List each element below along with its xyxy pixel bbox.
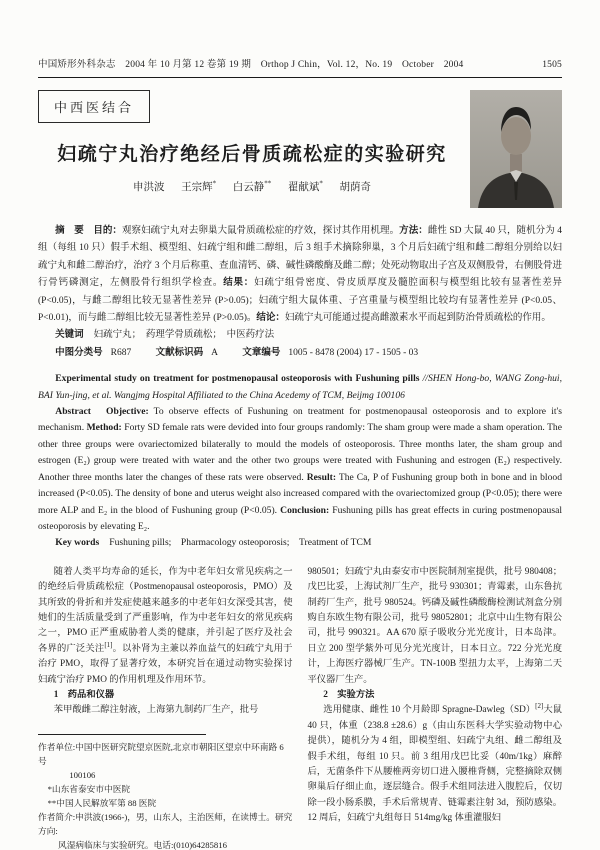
author-affiliation-mark: *: [212, 179, 217, 188]
author-name: 白云静**: [232, 179, 272, 193]
keywords-en-text: Fushuning pills; Pharmacology osteoporosis; Treatment of TCM: [109, 537, 372, 549]
abstract-en: [38, 371, 562, 535]
abstract-method-label: 方法：: [399, 226, 428, 236]
left-column: [38, 565, 293, 850]
document-code: 文献标识码 A: [155, 347, 218, 358]
footnote-rule: [38, 734, 206, 735]
methods-paragraph: 选用健康、雌性 10 个月龄即 Spragne-Dawleg（SD）[2]大鼠 40 只，体重（238.8 ±28.6）g（由山东医科大学实验动物中心提供），随机分为 4 组，即模型组、妇疏宁丸组、雌二醇组及假手术组，每组 10 只。前 3 组用戊巴比妥（40m/1kg）麻醉后，无菌条件下从腰椎两旁切口进入腰椎背侧，完整摘除双侧卵巢后仔细止血，逐层缝合。假手术组同法进入腹腔后，仅切除一段小肠系膜，手术后常规青、链霉素注射 3d，预防感染。12 周后，妇疏宁丸组每日 514mg/kg 体重灌服妇: [307, 702, 562, 824]
keywords-cn-label: 关键词: [55, 330, 84, 341]
abstract-label: 摘 要 目的：: [55, 226, 122, 236]
abstract-en-title: Experimental study on treatment for postmenopausal osteoporosis with Fushuning pills //SHEN Hong-bo, WANG Zong-hui, BAI Yun-jing, et al. Wangjmg Hospital Affiliated to the China Acedemy of TCM, Beijmg 100106: [38, 373, 562, 401]
postal-code-line: 100106: [69, 769, 96, 780]
abstract-conclusion-label: 结论：: [256, 313, 285, 324]
abstract-cn: [38, 223, 562, 327]
right-column: [308, 565, 563, 850]
abstract-segment: 妇疏宁组骨密度、骨皮质厚度及髓腔面积与模型组比较有显著性差异 (P<0.05)，与雌二醇组比较无显著性差异 (P>0.05)；妇疏宁组大鼠体重、子宫重量与模型组比较均有显著性差异 (P<0.05、P<0.01)，而与雌二醇组比较无显著性差异 (P>0.05)。: [38, 278, 562, 324]
running-head: [38, 0, 562, 70]
author-affiliation-mark: *: [319, 179, 323, 188]
keywords-en: [38, 535, 562, 551]
reference-mark-2: [2]: [535, 702, 544, 711]
abstract-en-byline: //SHEN Hong-bo, WANG Zong-hui, BAI Yun-jing, et al. Wangjmg Hospital Affiliated to the China Acedemy of TCM, Beijmg 100106: [38, 373, 562, 401]
authors-line: [38, 179, 466, 194]
abstract-en-method-label: Method:: [86, 422, 122, 434]
abstract-en-objective-label: Abstract Objective:: [55, 406, 149, 418]
author-name: 胡荫奇: [339, 182, 371, 193]
clc-number: 中图分类号 R687: [55, 347, 132, 358]
footnote-block: [38, 740, 293, 850]
materials-paragraph: 980501；妇疏宁丸由泰安市中医院制剂室提供，批号 980408；戊巴比妥，上海试剂厂生产，批号 930301；青霉素，山东鲁抗制药厂生产，批号 980524。钙磷及碱性磷酸酶检测试剂盒分别购自东欧生物有限公司，批号 98052801；北京中山生物有限公司，批号 990321。AA 670 原子吸收分光光度计，日本岛津。日立 200 型学紫外可见分光光度计，日本日立。722 分光光度计，上海医疗器械厂生产。TN-100B 型扭力太平，上海第二天平仪器厂生产。: [307, 566, 562, 685]
section-1-paragraph: 苯甲酸雌二醇注射液，上海第九制药厂生产，批号: [53, 705, 259, 716]
article-id: 文章编号 1005 - 8478 (2004) 17 - 1505 - 03: [242, 347, 419, 358]
article-meta: [38, 345, 562, 362]
header-rule: [38, 77, 562, 78]
paper-title: 妇疏宁丸治疗绝经后骨质疏松症的实验研究: [57, 144, 447, 165]
affiliation-star-line: *山东省泰安市中医院: [47, 783, 131, 794]
author-bio-line: 作者简介:申洪波(1966-)，男，山东人，主治医师，在读博士。研究方向:: [38, 811, 293, 836]
abstract-en-conclusion-label: Conclusion:: [280, 504, 330, 516]
column-label: 中西医结合: [38, 90, 150, 123]
abstract-segment: 雌性 SD 大鼠 40 只，随机分为 4 组（每组 10 只）假手术组、模型组、妇疏宁组和雌二醇组，后 3 组手术摘除卵巢，3 个月后妇疏宁组和雌二醇组分别给以妇疏宁丸和雌二醇治疗，治疗 3 个月后称重、查血清钙、磷、碱性磷酸酶及雌二醇；处死动物取出子宫及双侧股骨，右侧股骨进行骨钙磷测定，左侧股骨行组织学检查。: [38, 226, 562, 289]
title-block: [38, 90, 562, 214]
author-affiliation-line: 作者单位:中国中医研究院望京医院,北京市朝阳区望京中环南路 6 号: [38, 741, 284, 766]
author-name: 王宗辉*: [181, 179, 217, 193]
abstract-segment: 观察妇疏宁丸对去卵巢大鼠骨质疏松症的疗效，探讨其作用机理。: [122, 226, 400, 236]
reference-mark-1: [1]: [104, 640, 113, 649]
page-number: 1505: [542, 60, 562, 70]
journal-issue-line: 中国矫形外科杂志 2004 年 10 月第 12 卷第 19 期 Orthop J Chin，Vol. 12，No. 19 October 2004: [38, 60, 464, 70]
author-name: 申洪波: [133, 182, 165, 193]
keywords-en-label: Key words: [55, 537, 100, 549]
affiliation-doublestar-line: **中国人民解放军第 88 医院: [47, 797, 157, 808]
author-affiliation-mark: **: [264, 179, 272, 188]
author-photo: [470, 90, 562, 208]
abstract-segment: 妇疏宁丸可能通过提高雌激素水平而起到防治骨质疏松的作用。: [284, 313, 551, 324]
author-bio-continued-line: 风湿病临床与实验研究。电话:(010)64285816: [58, 839, 227, 850]
abstract-result-label: 结果：: [223, 278, 255, 289]
keywords-cn: [38, 327, 562, 344]
body-columns: [38, 565, 562, 850]
keywords-cn-text: 妇疏宁丸； 药理学骨质疏松； 中医药疗法: [93, 330, 275, 341]
intro-paragraph: 随着人类平均寿命的延长，作为中老年妇女常见疾病之一的绝经后骨质疏松症（Postmenopausal osteoporosis，PMO）及其所致的骨折和并发症使越来越多的中老年妇女深受其害，使她们的生活质量受到了严重影响，作为中老年妇女的常见疾病之一，PMO 正严重威胁着人类的健康，并引起了医疗及社会各界的广泛关注[1]。以补肾为主兼以养血益气的妇疏宁丸用于治疗 PMO，取得了显著疗效，本研究旨在通过动物实验探讨妇疏宁治疗 PMO 的作用机理及作用环节。: [38, 566, 293, 685]
abstract-en-result-label: Result:: [306, 471, 337, 483]
section-1-heading: 1 药品和仪器: [53, 689, 115, 700]
section-2-heading: 2 实验方法: [323, 689, 375, 700]
author-name: 翟献斌*: [287, 179, 323, 193]
abstract-en-body: Abstract Objective: To observe effects of Fushuning on treatment for postmenopausal osteoporosis and to explore it's mechanism. Method: Forty SD female rats were devided into four groups randomly: The sham group were made a sham operation. The other three groups were ovariectomized bilaterally to mould the models of osteoporosis. Three months later, the sham group and estrogen (E₂) group were treated with water and the other two groups were treated with Fushuning and estrogen (E₂) respectively. Another three months later the changes of these rats were observed. Result: The Ca, P of Fushuning group both in bone and in blood increased (P<0.05). The density of bone and uterus weight also increased compared with the ovariectomized group (P<0.05); there were more ALP and E₂ in the blood of Fushuning group (P<0.05). Conclusion: Fushuning pills has great effects in curing postmenopausal osteoporosis by elevating E₂.: [38, 406, 563, 532]
